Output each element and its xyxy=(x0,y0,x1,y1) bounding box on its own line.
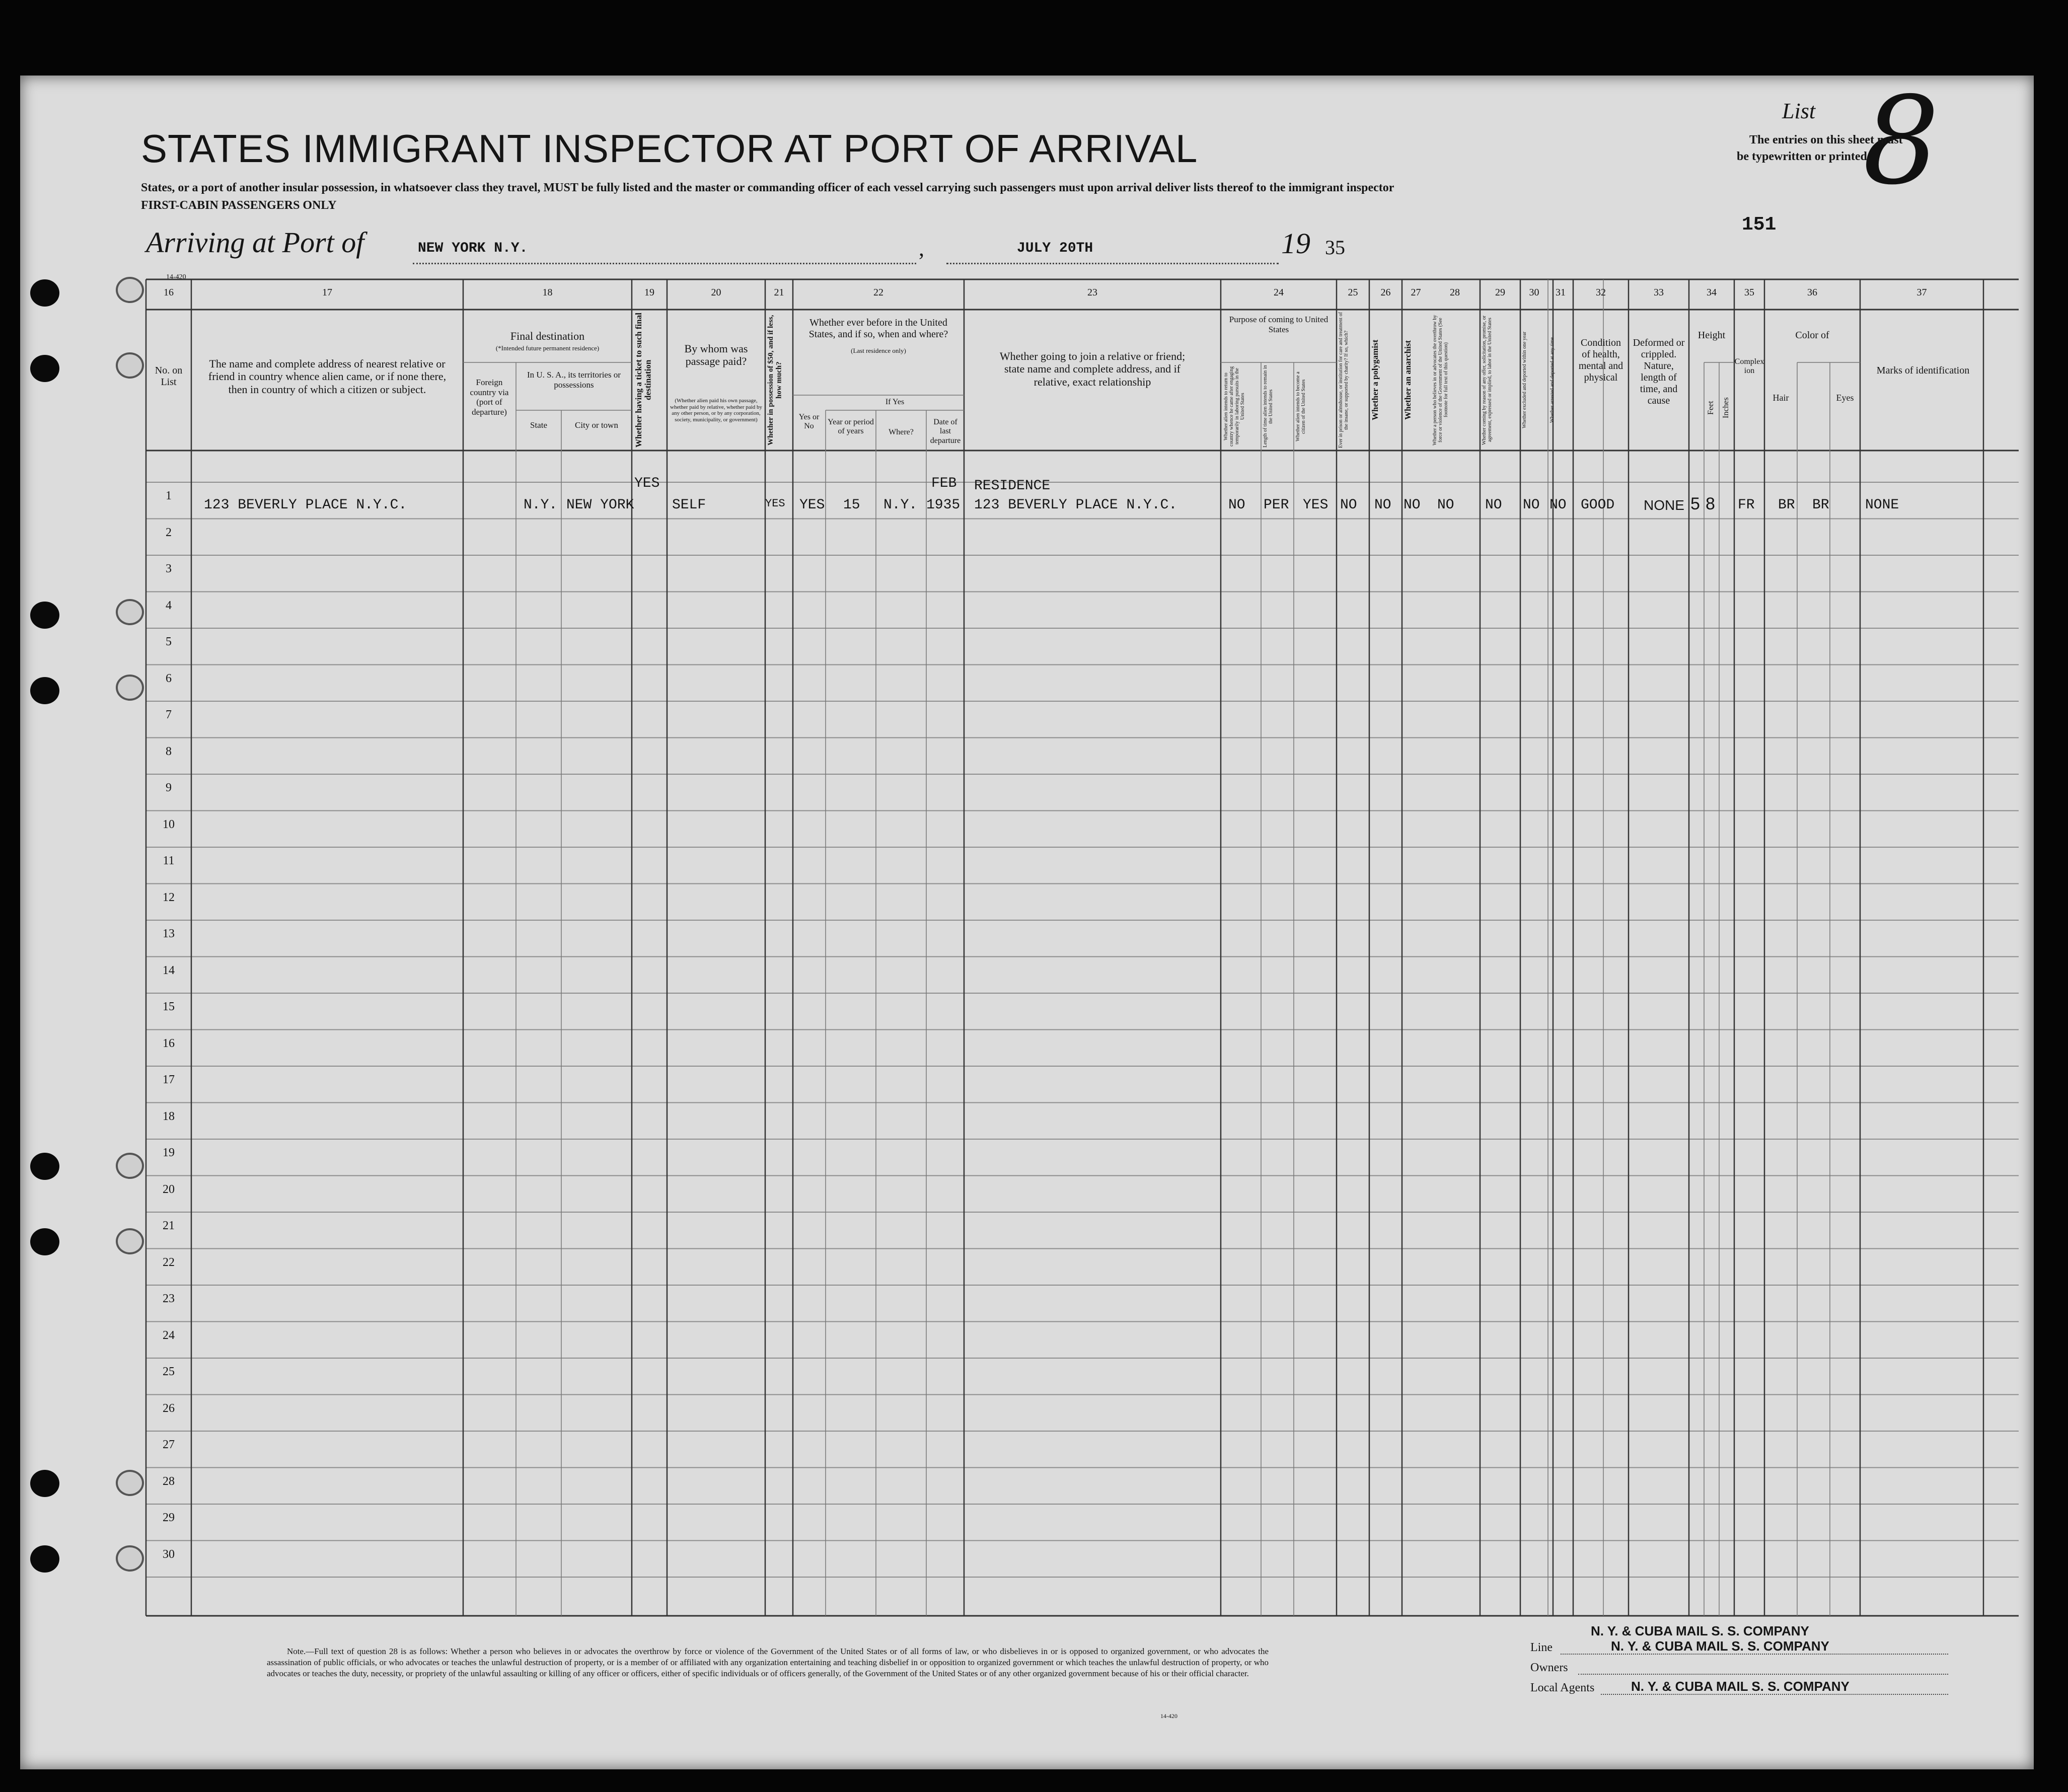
row-number: 30 xyxy=(163,1547,175,1561)
entry-health: GOOD xyxy=(1581,497,1615,513)
entry-possession-50: YES xyxy=(765,497,785,510)
agents-label: Local Agents xyxy=(1530,1681,1595,1694)
header-prison: Ever in prison or almshouse, or institution for care and treatment of the insane, or supported by charity? If so, which? xyxy=(1338,312,1349,448)
port-value: NEW YORK N.Y. xyxy=(418,241,528,256)
page-number: 151 xyxy=(1742,214,1777,236)
header-year-period: Year or period of years xyxy=(828,418,874,436)
header-foreign-country: Foreign country via (port of departure) xyxy=(470,378,509,417)
header-joining-relative: Whether going to join a relative or friend; state name and complete address, and if relative, exact relationship xyxy=(999,350,1186,388)
typewritten-note-1: The entries on this sheet must xyxy=(1749,133,1903,146)
header-excluded: Whether excluded and deported within one year xyxy=(1522,331,1527,429)
row-number: 4 xyxy=(166,599,172,612)
row-number: 5 xyxy=(166,635,172,648)
header-purpose-length: Length of time alien intends to remain in the United States xyxy=(1263,365,1274,448)
entry-return-intent: NO xyxy=(1228,497,1245,513)
header-deformed: Deformed or crippled. Nature, length of time, and cause xyxy=(1633,337,1685,406)
header-anarchist: Whether an anarchist xyxy=(1403,340,1413,420)
entry-feet: 5 xyxy=(1690,494,1700,513)
header-deported: Whether arrested and deported at any time xyxy=(1549,337,1555,423)
header-ever-before: Whether ever before in the United States, and if so, when and where? xyxy=(808,317,948,340)
header-eyes: Eyes xyxy=(1836,393,1854,403)
header-inches: Inches xyxy=(1722,397,1730,418)
entry-anarchist: NO xyxy=(1404,497,1421,513)
header-height: Height xyxy=(1697,330,1726,341)
entry-joining-line-1: RESIDENCE xyxy=(974,478,1051,494)
entry-departure-month: FEB xyxy=(931,476,957,491)
class-line: FIRST-CABIN PASSENGERS ONLY xyxy=(141,199,337,212)
year-suffix: 35 xyxy=(1325,236,1345,259)
row-number: 18 xyxy=(163,1109,175,1123)
header-passage-paid: By whom was passage paid? xyxy=(684,342,748,368)
form-code-bottom: 14-420 xyxy=(1160,1712,1177,1720)
header-last-departure: Date of last departure xyxy=(930,418,961,445)
row-number: 3 xyxy=(166,562,172,575)
row-number: 25 xyxy=(163,1365,175,1378)
row-number: 12 xyxy=(163,890,175,904)
company-stamp: N. Y. & CUBA MAIL S. S. COMPANY xyxy=(1591,1623,1809,1638)
header-nearest-relative: The name and complete address of nearest relative or friend in country whence alien came, or if none there, then in country of which a citizen or subject. xyxy=(208,357,447,396)
header-health: Condition of health, mental and physical xyxy=(1578,337,1623,383)
col-num: 22 xyxy=(873,287,883,298)
entry-inches: 8 xyxy=(1706,494,1715,513)
header-feet: Feet xyxy=(1707,401,1715,415)
header-purpose-return: Whether alien intends to return to country whence he came after engaging temporarily in laboring pursuits in the United States xyxy=(1223,366,1245,447)
entry-state: N.Y. xyxy=(524,497,558,513)
typewritten-note-2: be typewritten or printed. xyxy=(1737,150,1870,163)
entry-complexion: FR xyxy=(1738,497,1755,513)
entry-city: NEW YORK xyxy=(566,497,634,513)
row-number: 23 xyxy=(163,1292,175,1305)
col-num: 21 xyxy=(774,287,784,298)
header-purpose-citizen: Whether alien intends to become a citizen of the United States xyxy=(1295,371,1306,441)
entry-relative-address: 123 BEVERLY PLACE N.Y.C. xyxy=(204,497,407,513)
header-if-yes: If Yes xyxy=(885,398,905,406)
list-number: 8 xyxy=(1863,70,1940,211)
row-number: 10 xyxy=(163,817,175,831)
row-number: 11 xyxy=(163,854,175,867)
list-label: List xyxy=(1782,99,1816,123)
col-num: 17 xyxy=(322,287,332,298)
entry-eyes: BR xyxy=(1812,497,1829,513)
row-number: 7 xyxy=(166,708,172,721)
col-num: 29 xyxy=(1495,287,1505,298)
row-number: 17 xyxy=(163,1073,175,1086)
col-num: 30 xyxy=(1529,287,1539,298)
footnote-question-28: Note.—Full text of question 28 is as follows: Whether a person who believes in or advocates the overthrow by force or violence of the Government of the United States or of all forms of law, or who disbelieves in or is opposed to organized government, or who advocates the assassination of public officials, or who advocates or teaches the unlawful destruction of property, or is a member of or affiliated with any organization entertaining and teaching disbelief in or opposition to organized government or which teaches the unlawful destruction of property, or who advocates or teaches the duty, necessity, or propriety of the unlawful assaulting or killing of any officer or officers, either of specific individuals or of officers generally, of the Government of the United States or of any other organized government because of his or their official character. xyxy=(267,1647,1269,1679)
col-num: 37 xyxy=(1916,287,1927,298)
header-city: City or town xyxy=(575,420,618,430)
header-yes-no: Yes or No xyxy=(798,413,820,431)
col-num: 32 xyxy=(1596,287,1606,298)
row-number: 26 xyxy=(163,1401,175,1415)
header-ticket: Whether having a ticket to such final destination xyxy=(634,313,653,447)
entry-marks: NONE xyxy=(1865,497,1899,513)
header-purpose: Purpose of coming to United States xyxy=(1229,315,1328,334)
entry-departure-year: 1935 xyxy=(926,497,961,513)
date-value: JULY 20TH xyxy=(1017,241,1093,256)
row-number: 21 xyxy=(163,1219,175,1232)
row-number: 6 xyxy=(166,671,172,685)
row-number: 9 xyxy=(166,781,172,794)
col-num: 18 xyxy=(542,287,553,298)
entry-length-of-stay: PER xyxy=(1264,497,1289,513)
arriving-label: Arriving at Port of xyxy=(146,226,364,259)
entry-years: 15 xyxy=(843,497,860,513)
entry-deported: NO xyxy=(1549,497,1567,513)
header-complexion: Complexion xyxy=(1734,357,1764,376)
row-number: 29 xyxy=(163,1511,175,1524)
header-passage-paid-note: (Whether alien paid his own passage, whether paid by relative, whether paid by any other person, or by any corporation, society, municipality, or government) xyxy=(670,398,762,423)
col-num: 26 xyxy=(1380,287,1391,298)
row-number: 15 xyxy=(163,1000,175,1013)
entry-prison: NO xyxy=(1340,497,1357,513)
entry-deformed: NONE xyxy=(1644,497,1684,513)
row-number: 20 xyxy=(163,1182,175,1196)
row-number: 1 xyxy=(166,489,172,502)
entry-hair: BR xyxy=(1778,497,1795,513)
header-hair: Hair xyxy=(1772,393,1789,403)
header-ever-before-note: (Last residence only) xyxy=(851,347,906,354)
header-polygamist: Whether a polygamist xyxy=(1370,339,1380,421)
row-number: 14 xyxy=(163,963,175,977)
col-num: 16 xyxy=(164,287,174,298)
entry-before-in-us: YES xyxy=(799,497,825,513)
header-color-of: Color of xyxy=(1795,330,1829,341)
header-final-destination-note: (*Intended future permanent residence) xyxy=(495,344,600,352)
header-final-destination: Final destination xyxy=(510,330,585,342)
form-code-top: 14-420 xyxy=(166,273,186,281)
row-number: 2 xyxy=(166,526,172,539)
entry-polygamist: NO xyxy=(1374,497,1391,513)
col-num: 36 xyxy=(1807,287,1817,298)
col-num: 20 xyxy=(711,287,721,298)
col-num: 28 xyxy=(1450,287,1460,298)
header-possession-50: Whether in possession of $50, and if less, how much? xyxy=(767,315,783,445)
header-labor-offer: Whether coming by reason of any offer, solicitation, promise, or agreement, expressed or implied, to labor in the United States xyxy=(1482,315,1493,445)
header-in-usa: In U. S. A., its territories or possessions xyxy=(527,370,621,390)
col-num: 31 xyxy=(1556,287,1566,298)
col-num: 33 xyxy=(1654,287,1664,298)
header-overthrow: Whether a person who believes in or advocates the overthrow by force or violence of the Government of the United States (See footnote for full text of this question) xyxy=(1432,315,1449,445)
row-number: 8 xyxy=(166,744,172,758)
col-num: 25 xyxy=(1348,287,1358,298)
row-number: 22 xyxy=(163,1255,175,1269)
entry-passage-paid: SELF xyxy=(672,497,706,513)
year-prefix: 19 xyxy=(1281,227,1310,260)
manifest-sheet xyxy=(20,70,2034,1769)
entry-where: N.Y. xyxy=(883,497,918,513)
form-subtitle: States, or a port of another insular possession, in whatsoever class they travel, MUST be fully listed and the master or commanding officer of each vessel carrying such passengers must upon arrival deliver lists thereof to the immigrant inspector xyxy=(141,181,1394,194)
form-title: STATES IMMIGRANT INSPECTOR AT PORT OF ARRIVAL xyxy=(141,126,1198,171)
entry-ticket: YES xyxy=(634,476,660,491)
line-value: N. Y. & CUBA MAIL S. S. COMPANY xyxy=(1611,1638,1829,1654)
row-number: 24 xyxy=(163,1328,175,1342)
row-number: 28 xyxy=(163,1474,175,1488)
header-where: Where? xyxy=(889,428,914,436)
col-num: 27 xyxy=(1411,287,1421,298)
row-number: 16 xyxy=(163,1036,175,1050)
col-num: 23 xyxy=(1087,287,1097,298)
entry-excluded: NO xyxy=(1523,497,1540,513)
entry-labor-offer: NO xyxy=(1485,497,1502,513)
agents-value: N. Y. & CUBA MAIL S. S. COMPANY xyxy=(1631,1679,1850,1694)
comma: , xyxy=(919,236,924,261)
header-marks: Marks of identification xyxy=(1876,365,1970,376)
owners-underline xyxy=(1578,1674,1948,1675)
col-num: 35 xyxy=(1744,287,1754,298)
row-number: 19 xyxy=(163,1146,175,1159)
header-no-on-list: No. on List xyxy=(155,365,183,388)
entry-overthrow: NO xyxy=(1437,497,1454,513)
col-num: 24 xyxy=(1274,287,1284,298)
line-label: Line xyxy=(1530,1641,1553,1654)
entry-become-citizen: YES xyxy=(1303,497,1328,513)
row-number: 13 xyxy=(163,927,175,940)
col-num: 19 xyxy=(644,287,654,298)
entry-joining-line-2: 123 BEVERLY PLACE N.Y.C. xyxy=(974,497,1177,513)
owners-label: Owners xyxy=(1530,1661,1568,1674)
header-state: State xyxy=(530,420,547,430)
row-number: 27 xyxy=(163,1438,175,1451)
col-num: 34 xyxy=(1707,287,1717,298)
